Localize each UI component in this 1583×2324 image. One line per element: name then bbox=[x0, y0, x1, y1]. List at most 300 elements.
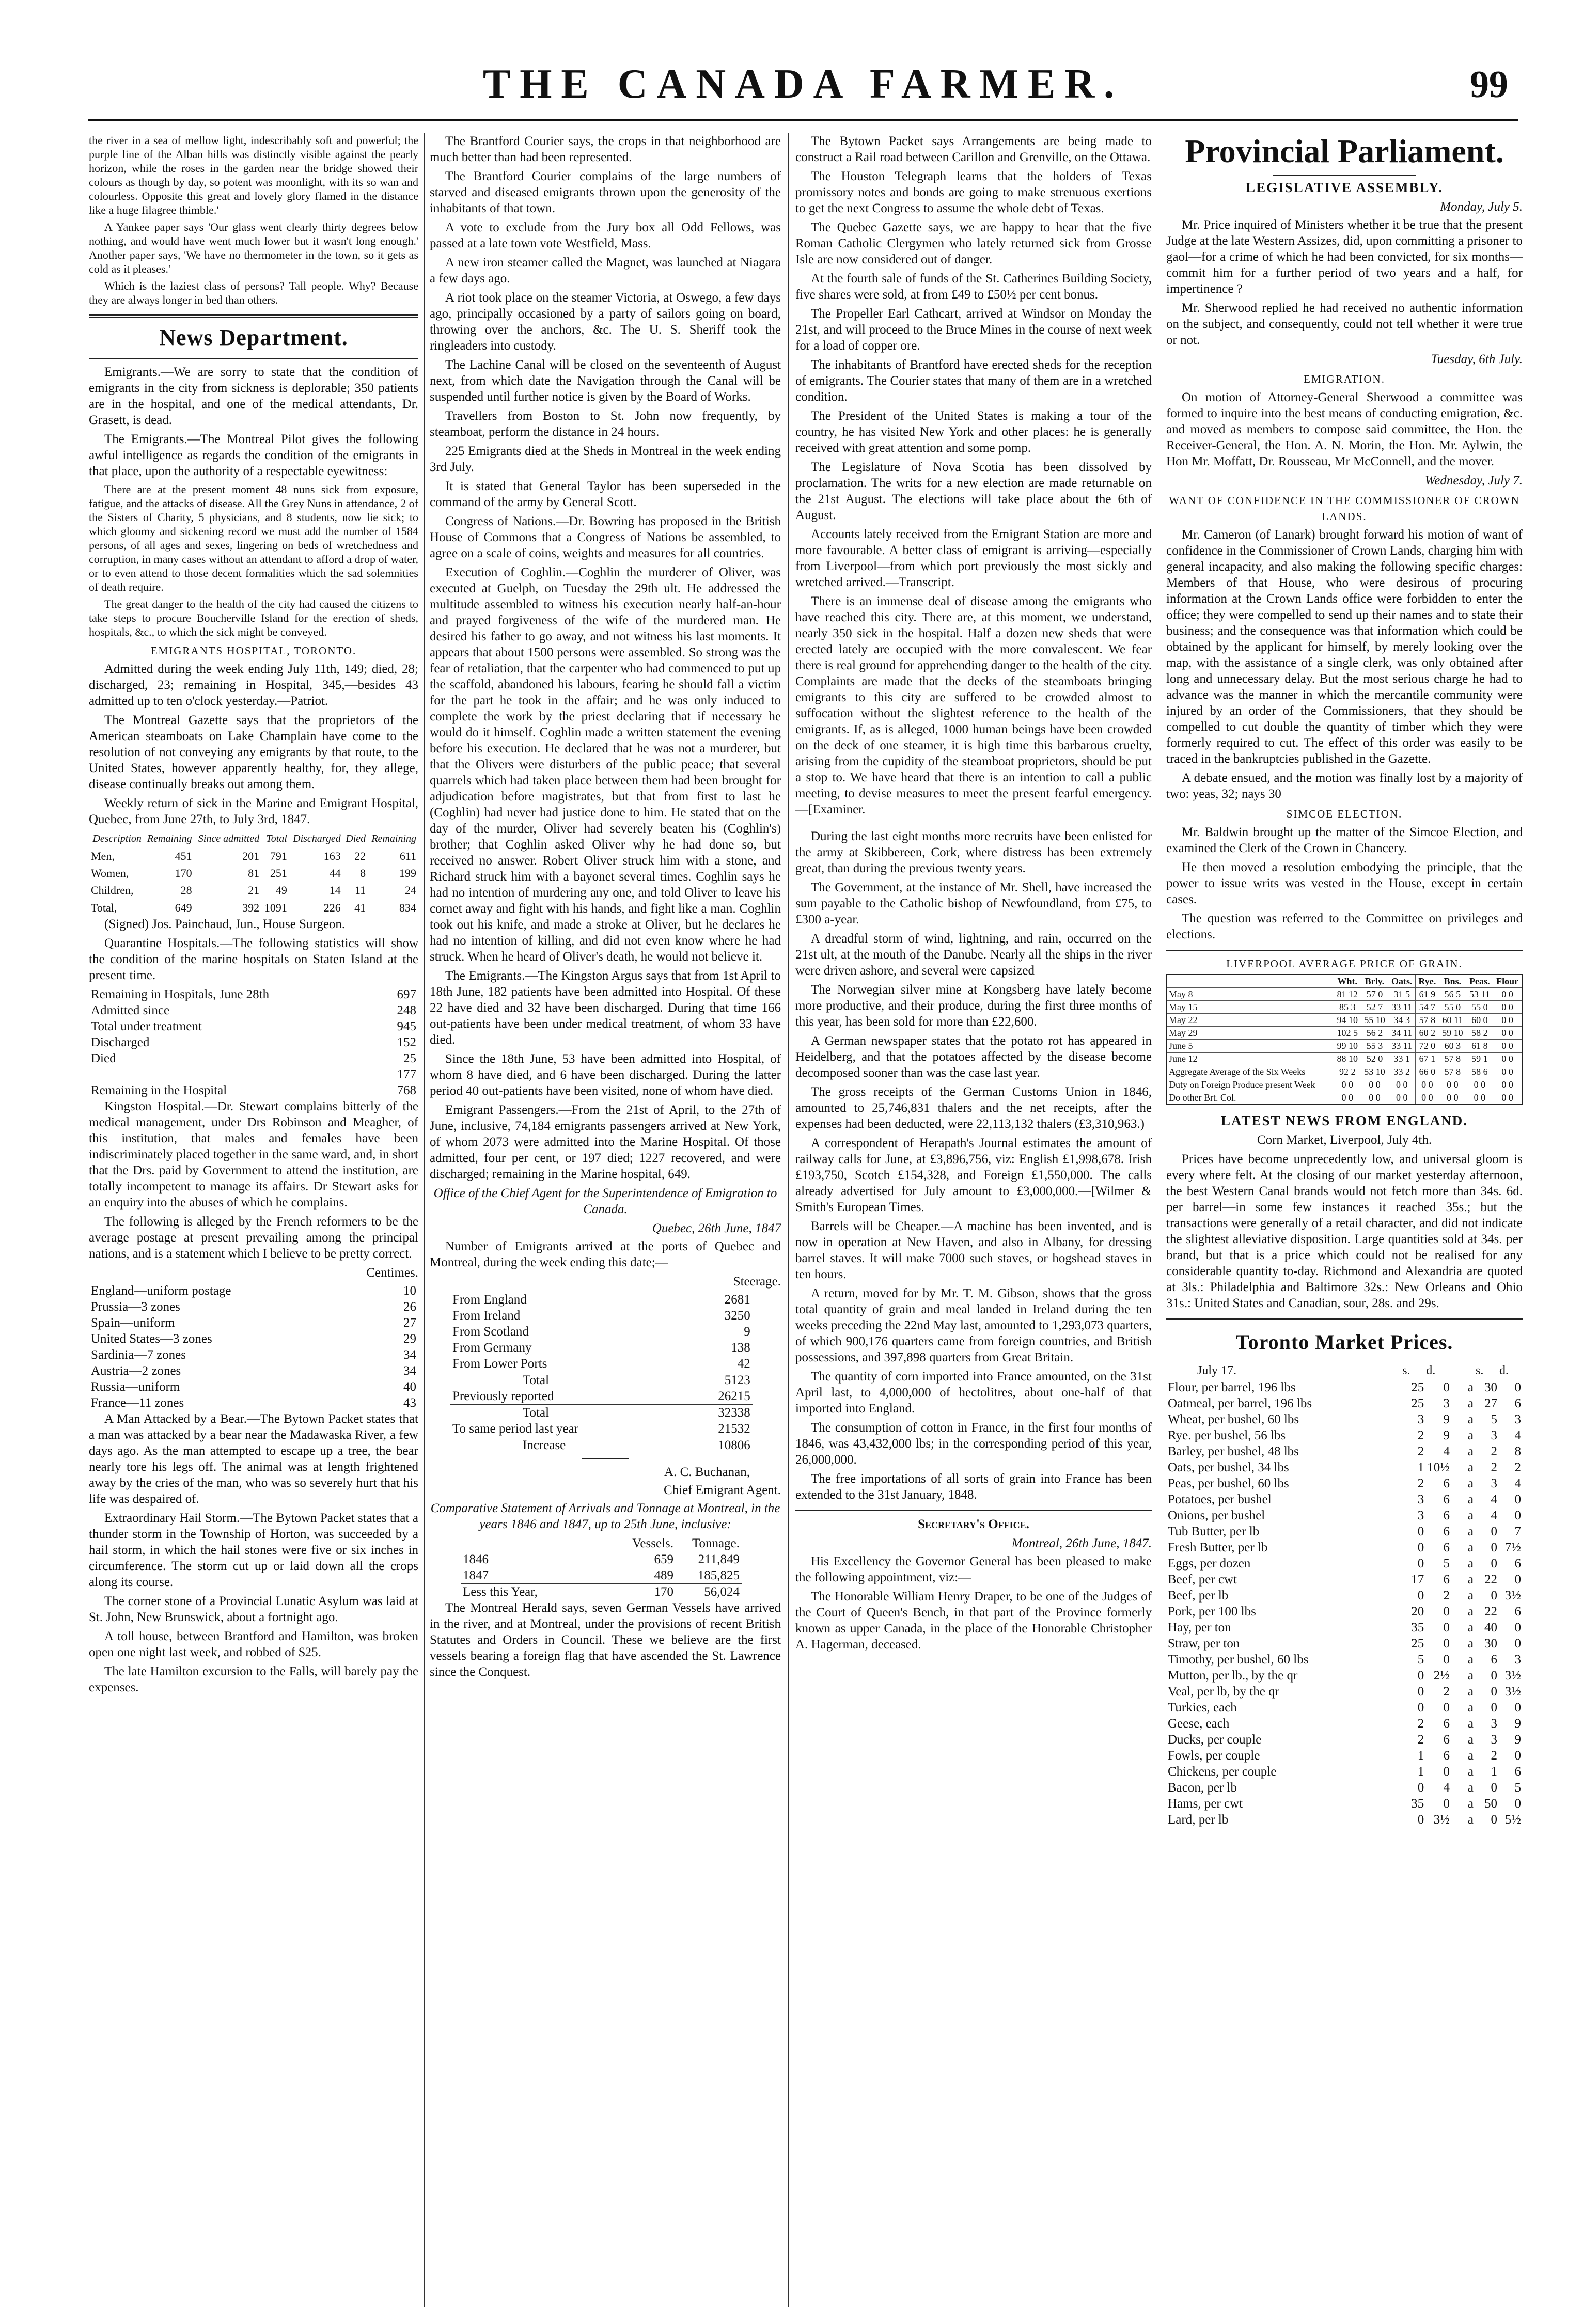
table-cell: 55 0 bbox=[1466, 1001, 1493, 1014]
column-header: Peas. bbox=[1466, 975, 1493, 988]
list-item bbox=[89, 1034, 418, 1050]
table-cell: 67 1 bbox=[1416, 1053, 1439, 1065]
column-header: Total bbox=[266, 833, 287, 844]
market-price: 0 bbox=[1491, 1669, 1497, 1683]
article-quarantine: Quarantine Hospitals.—The following statistics will show the condition of the marine hospitals on Staten Island at the present time. bbox=[89, 936, 418, 982]
column-4 bbox=[1166, 133, 1523, 2307]
section-rule bbox=[89, 314, 418, 318]
article-magnet: A new iron steamer called the Magnet, was launched at Niagara a few days ago. bbox=[430, 256, 781, 286]
column-header: Remaining bbox=[147, 833, 192, 844]
list-item bbox=[89, 1050, 418, 1066]
table-cell: 0 0 bbox=[1361, 1078, 1388, 1091]
market-price: a bbox=[1467, 1573, 1474, 1587]
market-price: a bbox=[1467, 1701, 1474, 1715]
column-header: Wht. bbox=[1334, 975, 1361, 988]
market-price: 22 bbox=[1484, 1605, 1497, 1619]
table-cell: 85 3 bbox=[1334, 1001, 1361, 1014]
column-header: Flour bbox=[1493, 975, 1522, 988]
column-divider bbox=[424, 133, 425, 2307]
table-cell: 0 0 bbox=[1493, 988, 1522, 1001]
table-cell: 611 bbox=[399, 850, 416, 862]
table-row bbox=[1166, 1652, 1523, 1668]
table-row bbox=[1166, 1700, 1523, 1716]
market-item-label: Chickens, per couple bbox=[1168, 1765, 1277, 1779]
steerage-header: Steerage. bbox=[733, 1275, 781, 1289]
section-rule bbox=[89, 358, 418, 359]
table-cell: 72 0 bbox=[1416, 1040, 1439, 1053]
article-general-taylor: It is stated that General Taylor has been superseded in the command of the army by General Scott. bbox=[430, 479, 781, 509]
list-label: Discharged bbox=[91, 1035, 150, 1049]
table-cell: May 22 bbox=[1167, 1014, 1334, 1027]
market-price: 0 bbox=[1417, 1813, 1424, 1827]
assembly-subheading: LEGISLATIVE ASSEMBLY. bbox=[1246, 180, 1443, 195]
list-item bbox=[450, 1388, 753, 1405]
market-price: 3 bbox=[1514, 1412, 1521, 1426]
article-debate: A debate ensued, and the motion was finally lost by a majority of two: yeas, 32; nays 30 bbox=[1166, 771, 1523, 801]
table-row bbox=[1166, 1395, 1523, 1411]
date-tuesday: Tuesday, 6th July. bbox=[1431, 352, 1523, 366]
table-cell: May 8 bbox=[1167, 988, 1334, 1001]
market-item-label: Barley, per bushel, 48 lbs bbox=[1168, 1444, 1299, 1458]
market-price: 0 bbox=[1514, 1621, 1521, 1635]
list-value: 27 bbox=[403, 1316, 416, 1330]
list-value: 248 bbox=[397, 1003, 416, 1017]
table-cell: 31 5 bbox=[1388, 988, 1416, 1001]
market-price: a bbox=[1467, 1444, 1474, 1458]
table-row bbox=[1166, 1491, 1523, 1508]
market-item-label: Oatmeal, per barrel, 196 lbs bbox=[1168, 1396, 1312, 1410]
market-price: 1 bbox=[1417, 1461, 1424, 1474]
table-cell: 56 2 bbox=[1361, 1027, 1388, 1040]
market-price: 3½ bbox=[1504, 1685, 1521, 1699]
article-building-society: At the fourth sale of funds of the St. Catherines Building Society, five shares were sold, at from £49 to £50½ per cent bonus. bbox=[795, 272, 1152, 302]
table-cell: 60 11 bbox=[1439, 1014, 1466, 1027]
article-emigrant-station: Accounts lately received from the Emigrant Station are more and more favourable. A better class of emigrant is arriving—especially from Liverpool—from which port previously the most sickly and wretched arrived.—Transcript. bbox=[795, 527, 1152, 589]
column-header bbox=[461, 1535, 609, 1551]
column-header: s. bbox=[1476, 1364, 1484, 1377]
market-price: 8 bbox=[1514, 1444, 1521, 1458]
market-price: 0 bbox=[1443, 1797, 1450, 1811]
market-price: 0 bbox=[1491, 1685, 1497, 1699]
list-item bbox=[89, 1299, 418, 1315]
market-item-label: Rye. per bushel, 56 lbs bbox=[1168, 1428, 1286, 1442]
list-value: 10806 bbox=[718, 1438, 750, 1452]
article-danube-storm: A dreadful storm of wind, lightning, and rain, occurred on the 21st ult, at the mouth of the Danube. Nearly all the ships in the river were driven ashore, and several were capsized bbox=[795, 932, 1152, 978]
column-header bbox=[1451, 1362, 1475, 1379]
market-price: 2 bbox=[1417, 1444, 1424, 1458]
market-price: 0 bbox=[1417, 1525, 1424, 1538]
table-cell: 0 0 bbox=[1466, 1091, 1493, 1105]
column-2 bbox=[430, 133, 781, 2307]
table-cell: 54 7 bbox=[1416, 1001, 1439, 1014]
masthead-rule bbox=[88, 119, 1518, 124]
table-row bbox=[1166, 1620, 1523, 1636]
market-price: 2 bbox=[1491, 1461, 1497, 1474]
simcoe-caption: SIMCOE ELECTION. bbox=[1286, 808, 1403, 820]
market-price: a bbox=[1467, 1509, 1474, 1522]
market-price: 0 bbox=[1443, 1621, 1450, 1635]
market-item-label: Fresh Butter, per lb bbox=[1168, 1541, 1268, 1554]
list-item bbox=[450, 1405, 753, 1421]
market-item-label: Hams, per cwt bbox=[1168, 1797, 1243, 1811]
market-price: 0 bbox=[1514, 1493, 1521, 1506]
article-potato-rot: A German newspaper states that the potato rot has appeared in Heidelberg, and that the potatoes affected by the disease become decomposed sooner than was the case last year. bbox=[795, 1034, 1152, 1080]
market-item-label: Timothy, per bushel, 60 lbs bbox=[1168, 1653, 1309, 1667]
table-cell: 11 bbox=[354, 884, 366, 897]
market-price: a bbox=[1467, 1525, 1474, 1538]
market-price: 0 bbox=[1514, 1637, 1521, 1651]
table-cell: 0 0 bbox=[1416, 1078, 1439, 1091]
list-label: Remaining in the Hospital bbox=[91, 1084, 227, 1097]
table-cell: Children, bbox=[91, 884, 134, 897]
market-price: 6 bbox=[1443, 1717, 1450, 1731]
market-price: 0 bbox=[1491, 1781, 1497, 1795]
market-price: 4 bbox=[1514, 1428, 1521, 1442]
column-header: Tonnage. bbox=[692, 1536, 740, 1550]
secretary-heading: Secretary's Office. bbox=[918, 1517, 1029, 1531]
column-header: d. bbox=[1499, 1364, 1509, 1377]
article-emigration-committee: On motion of Attorney-General Sherwood a committee was formed to inquire into the best means of conducting emigration, &c. and moved as members to compose said committee, the Hon. the Receiver-General, the Hon. A. N. Morin, the Hon. Mr. Aylwin, the Hon Mr. Moffatt, Dr. Rousseau, Mr McConnell, and the mover. bbox=[1166, 390, 1523, 468]
market-item-label: Veal, per lb, by the qr bbox=[1168, 1685, 1279, 1699]
table-cell: 53 11 bbox=[1466, 988, 1493, 1001]
grain-table-title: LIVERPOOL AVERAGE PRICE OF GRAIN. bbox=[1226, 957, 1463, 970]
market-price: a bbox=[1467, 1396, 1474, 1410]
market-price: 0 bbox=[1491, 1813, 1497, 1827]
table-cell: 33 2 bbox=[1388, 1065, 1416, 1078]
article-bear: A Man Attacked by a Bear.—The Bytown Packet states that a man was attacked by a bear near the Madawaska River, a few days ago. As the man attempted to escape up a tree, the bear nearly tore his legs off. The animal was at length frightened away by the cries of the man, who was so severely hurt that his life was despaired of. bbox=[89, 1412, 418, 1506]
list-value: 29 bbox=[403, 1332, 416, 1346]
list-label: France—11 zones bbox=[91, 1396, 184, 1410]
article-resolution: He then moved a resolution embodying the principle, that the power to issue writs was vested in the House, except in certain cases. bbox=[1166, 860, 1523, 906]
article-secretary-1: His Excellency the Governor General has been pleased to make the following appointment, viz:— bbox=[795, 1554, 1152, 1584]
article-grain-return: A return, moved for by Mr. T. M. Gibson, shows that the gross total quantity of grain and meal landed in Ireland during the ten weeks preceding the 22nd May last, amounted to 1,293,073 quarters, of which 900,176 quarters came from foreign countries, and British possessions, and 397,898 quarters from Great Britain. bbox=[795, 1286, 1152, 1364]
table-cell: 201 bbox=[242, 850, 260, 862]
table-cell: 0 0 bbox=[1388, 1078, 1416, 1091]
table-cell: 60 0 bbox=[1466, 1014, 1493, 1027]
table-cell: June 5 bbox=[1167, 1040, 1334, 1053]
table-cell: 102 5 bbox=[1334, 1027, 1361, 1040]
list-item bbox=[450, 1324, 753, 1340]
market-price: 3 bbox=[1491, 1733, 1497, 1747]
list-value: 32338 bbox=[718, 1406, 750, 1420]
column-header: Remaining bbox=[371, 833, 416, 844]
market-rows bbox=[1166, 1379, 1523, 1828]
market-item-label: Onions, per bushel bbox=[1168, 1509, 1265, 1522]
article-brantford-emigrants: The Brantford Courier complains of the large numbers of starved and diseased emigrants thrown upon the generosity of the inhabitants of that town. bbox=[430, 169, 781, 215]
table-cell: 0 0 bbox=[1493, 1053, 1522, 1065]
table-row bbox=[1166, 1732, 1523, 1748]
table-cell: 0 0 bbox=[1493, 1014, 1522, 1027]
toronto-market-heading: Toronto Market Prices. bbox=[1235, 1330, 1453, 1354]
market-item-label: Geese, each bbox=[1168, 1717, 1230, 1731]
article-secretary-2: The Honorable William Henry Draper, to be one of the Judges of the Court of Queen's Bench, in that part of the Province formerly known as upper Canada, in the place of the Honorable Christopher A. Hagerman, deceased. bbox=[795, 1590, 1152, 1652]
market-price: 6 bbox=[1443, 1493, 1450, 1506]
table-cell: 0 0 bbox=[1493, 1040, 1522, 1053]
list-label: Austria—2 zones bbox=[91, 1364, 181, 1378]
market-price: 4 bbox=[1491, 1493, 1497, 1506]
table-row bbox=[1166, 1508, 1523, 1524]
list-label bbox=[89, 1066, 352, 1082]
table-cell: 0 0 bbox=[1493, 1001, 1522, 1014]
market-price: 3 bbox=[1417, 1509, 1424, 1522]
market-price: 35 bbox=[1411, 1797, 1424, 1811]
market-item-label: Bacon, per lb bbox=[1168, 1781, 1237, 1795]
table-cell: 0 0 bbox=[1388, 1091, 1416, 1105]
table-cell: 1846 bbox=[463, 1552, 489, 1566]
column-header: Bns. bbox=[1439, 975, 1466, 988]
market-price: 0 bbox=[1491, 1701, 1497, 1715]
table-row bbox=[1167, 1001, 1522, 1014]
list-label: Increase bbox=[523, 1438, 566, 1452]
market-item-label: Tub Butter, per lb bbox=[1168, 1525, 1260, 1538]
market-item-label: Oats, per bushel, 34 lbs bbox=[1168, 1461, 1289, 1474]
article-president: The President of the United States is making a tour of the country, he has visited New York and other places: he is generally received with great attention and some pomp. bbox=[795, 409, 1152, 455]
emigration-caption: EMIGRATION. bbox=[1304, 373, 1385, 385]
poem-fragment: the river in a sea of mellow light, indescribably soft and powerful; the purple line of the Alban hills was distinctly visible against the pearly horizon, while the roses in the garden near the bridge showed their colours as though by day, so potent was moonlight, with its so wan and colourless. Opposite this great and lovely glory flamed in the distance like a huge filagree thimble.' bbox=[89, 134, 418, 216]
table-cell: 163 bbox=[323, 850, 341, 862]
list-value: 10 bbox=[403, 1284, 416, 1298]
market-price: 0 bbox=[1417, 1669, 1424, 1683]
article-customs-union: The gross receipts of the German Customs Union in 1846, amounted to 25,746,831 thalers and the net receipts, after the expenses had been deducted, were 22,113,132 thalers (£3,310,963.) bbox=[795, 1085, 1152, 1131]
article-hail: Extraordinary Hail Storm.—The Bytown Packet states that a thunder storm in the Township of Horton, was succeeded by a hail storm, in which the hail stones were five or six inches in circumference. The storm cut up or laid down all the crops along its course. bbox=[89, 1511, 418, 1589]
table-cell: 59 1 bbox=[1466, 1053, 1493, 1065]
table-cell: 0 0 bbox=[1466, 1078, 1493, 1091]
table-cell: 170 bbox=[654, 1585, 673, 1599]
table-cell: 1091 bbox=[264, 901, 287, 914]
want-of-confidence-caption: WANT OF CONFIDENCE IN THE COMMISSIONER OF CROWN LANDS. bbox=[1169, 494, 1520, 523]
table-cell: 791 bbox=[270, 850, 287, 862]
table-row bbox=[1167, 1027, 1522, 1040]
market-price: 0 bbox=[1443, 1653, 1450, 1667]
market-price: a bbox=[1467, 1461, 1474, 1474]
market-item-label: Beef, per cwt bbox=[1168, 1573, 1237, 1587]
table-cell: 33 11 bbox=[1388, 1040, 1416, 1053]
list-value: 26 bbox=[403, 1300, 416, 1314]
market-price: 9 bbox=[1514, 1717, 1521, 1731]
market-price: 20 bbox=[1411, 1605, 1424, 1619]
list-item bbox=[89, 1066, 418, 1082]
market-price: 0 bbox=[1417, 1781, 1424, 1795]
article-tollhouse: A toll house, between Brantford and Hamilton, was broken open one night last week, and robbed of $25. bbox=[89, 1629, 418, 1659]
article-railway-calls: A correspondent of Herapath's Journal estimates the amount of railway calls for June, at £3,896,756, viz: English £1,998,678. Irish £193,750, Scotch £154,328, and Foreign £1,550,000. The calls already advertised for July amount to £3,000,000.—[Wilmer & Smith's European Times. bbox=[795, 1136, 1152, 1214]
table-cell: 251 bbox=[270, 867, 287, 880]
table-cell: 392 bbox=[242, 901, 260, 914]
market-price: a bbox=[1467, 1813, 1474, 1827]
list-label: To same period last year bbox=[452, 1422, 578, 1436]
list-label: From Germany bbox=[452, 1341, 532, 1355]
table-cell: 49 bbox=[275, 884, 287, 897]
market-price: 3 bbox=[1514, 1653, 1521, 1667]
article-recruits: During the last eight months more recruits have been enlisted for the army at Skibbereen, Cork, where distress has been extremely great, than during the previous twenty years. bbox=[795, 829, 1152, 875]
list-item bbox=[450, 1356, 753, 1372]
list-item bbox=[89, 1315, 418, 1331]
list-label: Total under treatment bbox=[91, 1019, 202, 1033]
column-header: Brly. bbox=[1361, 975, 1388, 988]
table-header-row bbox=[89, 830, 418, 847]
market-item-label: Flour, per barrel, 196 lbs bbox=[1168, 1380, 1296, 1394]
market-date: July 17. bbox=[1197, 1364, 1237, 1377]
table-cell: 81 bbox=[248, 867, 260, 880]
article-kingston-argus: The Emigrants.—The Kingston Argus says that from 1st April to 18th June, 182 patients have been admitted into Hospital. Of these 22 have died and 32 have been discharged. During that time 166 out-patients have been under medical treatment, of whom 33 have died. bbox=[430, 969, 781, 1047]
list-item bbox=[89, 1002, 418, 1018]
article-yankee: A Yankee paper says 'Our glass went clearly thirty degrees below nothing, and would have went much lower but it wasn't long enough.' Another paper says, 'We have no thermometer in the town, so it gets as cold as it pleases.' bbox=[89, 221, 418, 275]
grain-price-table bbox=[1166, 974, 1523, 1105]
table-cell: 56 5 bbox=[1439, 988, 1466, 1001]
table-cell: 170 bbox=[175, 867, 192, 880]
table-row bbox=[461, 1584, 742, 1600]
market-price: a bbox=[1467, 1380, 1474, 1394]
column-header bbox=[1167, 975, 1334, 988]
article-disease: There is an immense deal of disease among the emigrants who have reached this city. There are, at this moment, we understand, nearly 350 sick in the hospital. Half a dozen new sheds that were erected lately are occupied with the more convalescent. We fear there is real ground for apprehending danger to the health of the city. Complaints are made that the decks of the steamboats bringing emigrants to this city are suffered to be crowded almost to suffocation without the slightest reference to the health of the emigrants. If, as is alleged, 1000 human beings have been crowded on the deck of one steamer, it is high time this barbarous cruelty, arising from the cupidity of the steamboat proprietors, should be put a stop to. We have heard that there is an intention to call a public meeting, to devise measures to meet the present fearful emergency.—[Examiner. bbox=[795, 594, 1152, 816]
hospital-heading: EMIGRANTS HOSPITAL, TORONTO. bbox=[150, 645, 357, 657]
article-price: Mr. Price inquired of Ministers whether it be true that the present Judge at the late Western Assizes, did, upon committing a prisoner to gaol—for a crime of which he had been convicted, for six months—commit him for a further period of two years and a half, for impertinence ? bbox=[1166, 218, 1523, 296]
market-price: 1 bbox=[1491, 1765, 1497, 1779]
market-price: 0 bbox=[1491, 1589, 1497, 1603]
list-label: Previously reported bbox=[452, 1389, 554, 1403]
market-price: a bbox=[1467, 1733, 1474, 1747]
table-cell: 60 3 bbox=[1439, 1040, 1466, 1053]
list-label: United States—3 zones bbox=[91, 1332, 212, 1346]
list-label: Died bbox=[91, 1051, 116, 1065]
table-cell: 0 0 bbox=[1334, 1091, 1361, 1105]
table-cell: 88 10 bbox=[1334, 1053, 1361, 1065]
table-cell: 0 0 bbox=[1334, 1078, 1361, 1091]
toronto-market-table bbox=[1166, 1362, 1523, 1828]
market-item-label: Pork, per 100 lbs bbox=[1168, 1605, 1256, 1619]
table-cell: 1847 bbox=[463, 1568, 489, 1582]
list-item bbox=[450, 1308, 753, 1324]
table-row bbox=[1167, 1091, 1522, 1105]
list-value: 40 bbox=[403, 1380, 416, 1394]
market-price: 0 bbox=[1443, 1701, 1450, 1715]
market-price: 27 bbox=[1484, 1396, 1497, 1410]
list-value: 21532 bbox=[718, 1422, 750, 1436]
market-price: 2 bbox=[1491, 1444, 1497, 1458]
table-cell: 199 bbox=[399, 867, 416, 880]
table-cell: 55 10 bbox=[1361, 1014, 1388, 1027]
list-label: From England bbox=[452, 1293, 527, 1307]
article-barrels: Barrels will be Cheaper.—A machine has been invented, and is now in operation at New Haven, and also in Albany, for dressing barrel staves. It will make 7000 such staves, or hogshead staves in ten hours. bbox=[795, 1219, 1152, 1281]
list-value: 34 bbox=[403, 1364, 416, 1378]
market-price: 0 bbox=[1417, 1701, 1424, 1715]
article-odd-fellows: A vote to exclude from the Jury box all Odd Fellows, was passed at a late town vote Westfield, Mass. bbox=[430, 221, 781, 250]
column-header: Oats. bbox=[1388, 975, 1416, 988]
article-corn-france: The quantity of corn imported into France amounted, on the 31st April last, to 4,000,000 of hectolitres, about one-half of that imported into England. bbox=[795, 1370, 1152, 1416]
list-item bbox=[89, 1283, 418, 1299]
table-row bbox=[1166, 1812, 1523, 1828]
market-price: 0 bbox=[1514, 1573, 1521, 1587]
table-cell: May 15 bbox=[1167, 1001, 1334, 1014]
table-row bbox=[1166, 1764, 1523, 1780]
table-cell: Less this Year, bbox=[463, 1585, 538, 1599]
table-cell: 22 bbox=[354, 850, 366, 862]
table-cell: 8 bbox=[360, 867, 366, 880]
section-rule bbox=[1166, 950, 1523, 951]
market-price: 2½ bbox=[1433, 1669, 1450, 1683]
table-row bbox=[1167, 1053, 1522, 1065]
article-free-grain: The free importations of all sorts of grain into France has been extended to the 31st January, 1848. bbox=[795, 1472, 1152, 1502]
table-row bbox=[1166, 1796, 1523, 1812]
market-price: 0 bbox=[1514, 1749, 1521, 1763]
list-item bbox=[89, 1363, 418, 1379]
market-price: 0 bbox=[1417, 1589, 1424, 1603]
market-price: 25 bbox=[1411, 1396, 1424, 1410]
market-price: 6 bbox=[1491, 1653, 1497, 1667]
market-price: 2 bbox=[1417, 1733, 1424, 1747]
list-label: From Scotland bbox=[452, 1325, 529, 1339]
list-item bbox=[89, 1331, 418, 1347]
list-value: 768 bbox=[397, 1084, 416, 1097]
article-pilot-quote: There are at the present moment 48 nuns sick from exposure, fatigue, and the attacks of disease. All the Grey Nuns in attendance, 2 of the Sisters of Charity, 5 physicians, and 8 students, now lie sick; to which gloomy and sickening record we must add the number of 1584 persons, of all ages and sexes, lingering on beds of wretchedness and corruption, in many cases without an attendant to afford a drop of water, or to even attend to those decent formalities which the sad solemnities of death require. bbox=[89, 483, 418, 593]
article-weekly-return: Weekly return of sick in the Marine and Emigrant Hospital, Quebec, from June 27th, to July 3rd, 1847. bbox=[89, 796, 418, 826]
table-row bbox=[1166, 1748, 1523, 1764]
table-cell: 34 3 bbox=[1388, 1014, 1416, 1027]
table-cell: Duty on Foreign Produce present Week bbox=[1167, 1078, 1334, 1091]
article-pilot: The Emigrants.—The Montreal Pilot gives the following awful intelligence as regards the condition of the emigrants in that place, upon the authority of a respectable eyewitness: bbox=[89, 432, 418, 478]
table-cell: 81 12 bbox=[1334, 988, 1361, 1001]
table-header-row bbox=[1167, 975, 1522, 988]
table-cell: 94 10 bbox=[1334, 1014, 1361, 1027]
table-cell: 33 11 bbox=[1388, 1001, 1416, 1014]
article-montreal-herald: The Montreal Herald says, seven German Vessels have arrived in the river, and at Montreal, under the provisions of recent British Statutes and Orders in Council. These we believe are the first vessels bearing a foreign flag that have ascended the St. Lawrence since the Conquest. bbox=[430, 1601, 781, 1679]
market-item-label: Straw, per ton bbox=[1168, 1637, 1240, 1651]
table-cell: 57 8 bbox=[1439, 1065, 1466, 1078]
market-price: 5 bbox=[1417, 1653, 1424, 1667]
table-cell: 211,849 bbox=[698, 1552, 740, 1566]
table-header-row bbox=[1166, 1362, 1523, 1379]
table-row bbox=[1166, 1443, 1523, 1459]
list-item bbox=[450, 1437, 753, 1454]
article-victoria-riot: A riot took place on the steamer Victoria, at Oswego, a few days ago, principally occasioned by a party of sailors going on board, throwing over the anchors, &c. The U. S. Sheriff took the ringleaders into custody. bbox=[430, 291, 781, 353]
table-cell: 99 10 bbox=[1334, 1040, 1361, 1053]
divider bbox=[582, 1458, 629, 1459]
table-cell: 0 0 bbox=[1416, 1091, 1439, 1105]
table-cell: 34 11 bbox=[1388, 1027, 1416, 1040]
latest-news-heading: LATEST NEWS FROM ENGLAND. bbox=[1220, 1113, 1468, 1128]
market-price: 2 bbox=[1443, 1589, 1450, 1603]
article-corn-market: Prices have become unprecedently low, and universal gloom is every where felt. At the closing of our market yesterday afternoon, the best Western Canal brands would not fetch more than 34s. 6d. per barrel—in some few instances it reached 35s.; but the transactions were generally of a retail character, and did not indicate the slightest alleviative disposition. Large quantities sold at 34s. per brand, but that is a price which could not be realised for any considerable quantity to-day. Richmond and Alexandria are quoted at 3ls.: Philadelphia and Baltimore 32s.: New Orleans and Ohio 31s.: United States and Canadian, sour, 28s. and 29s. bbox=[1166, 1152, 1523, 1310]
column-3 bbox=[795, 133, 1152, 2307]
list-label: Spain—uniform bbox=[91, 1316, 175, 1330]
table-cell: 0 0 bbox=[1439, 1091, 1466, 1105]
list-item bbox=[89, 1082, 418, 1098]
table-cell: 226 bbox=[323, 901, 341, 914]
list-item bbox=[89, 1347, 418, 1363]
column-header: Died bbox=[346, 833, 366, 844]
table-row bbox=[461, 1551, 742, 1567]
postage-list bbox=[89, 1283, 418, 1411]
table-cell: 58 6 bbox=[1466, 1065, 1493, 1078]
market-price: 7½ bbox=[1504, 1541, 1521, 1554]
office-date: Quebec, 26th June, 1847 bbox=[652, 1221, 781, 1235]
article-kingston: Kingston Hospital.—Dr. Stewart complains bitterly of the medical management, under Drs Robinson and Meagher, of this institution, that males and females have been indiscriminately placed together in the same ward, and, in short that the Drs. paid by Government to attend the institution, are totally incompetent to manage its affairs. Dr Stewart asks for an enquiry into the abuses of which he complains. bbox=[89, 1100, 418, 1210]
comparative-heading: Comparative Statement of Arrivals and Tonnage at Montreal, in the years 1846 and 1847, up to 25th June, inclusive: bbox=[430, 1501, 780, 1531]
news-department-heading: News Department. bbox=[159, 325, 348, 350]
market-price: 3 bbox=[1491, 1428, 1497, 1442]
market-price: a bbox=[1467, 1669, 1474, 1683]
article-sherwood: Mr. Sherwood replied he had received no authentic information on the subject, and consequently, could not tell whether it were true or not. bbox=[1166, 301, 1523, 347]
table-row bbox=[1166, 1540, 1523, 1556]
market-price: 17 bbox=[1411, 1573, 1424, 1587]
article-cameron: Mr. Cameron (of Lanark) brought forward his motion of want of confidence in the Commissioner of Crown Lands, charging him with general incapacity, and also making the following specific charges: Members of that House, who were desirous of procuring information at the Crown Lands office were forbidden to enter the office; they were compelled to send up their names and to state their business; and the consequence was that information which could be obtained by the applicant for himself, by merely looking over the map, with the assistance of a single clerk, was only obtained after long and unnecessary delay. But the most serious charge he had to advance was the manner in which the mercantile community were injured by an order of the Commissioners, that they should be compelled to cut double the quantity of timber which they were formerly required to cut. The effect of this order was easily to be traced in the bankruptcies published in the Gazette. bbox=[1166, 528, 1523, 766]
market-price: 3 bbox=[1443, 1396, 1450, 1410]
column-header: Vessels. bbox=[632, 1536, 673, 1550]
list-value: 945 bbox=[397, 1019, 416, 1033]
table-cell: 0 0 bbox=[1361, 1091, 1388, 1105]
market-price: 2 bbox=[1514, 1461, 1521, 1474]
list-value: 2681 bbox=[724, 1293, 750, 1307]
market-price: a bbox=[1467, 1589, 1474, 1603]
